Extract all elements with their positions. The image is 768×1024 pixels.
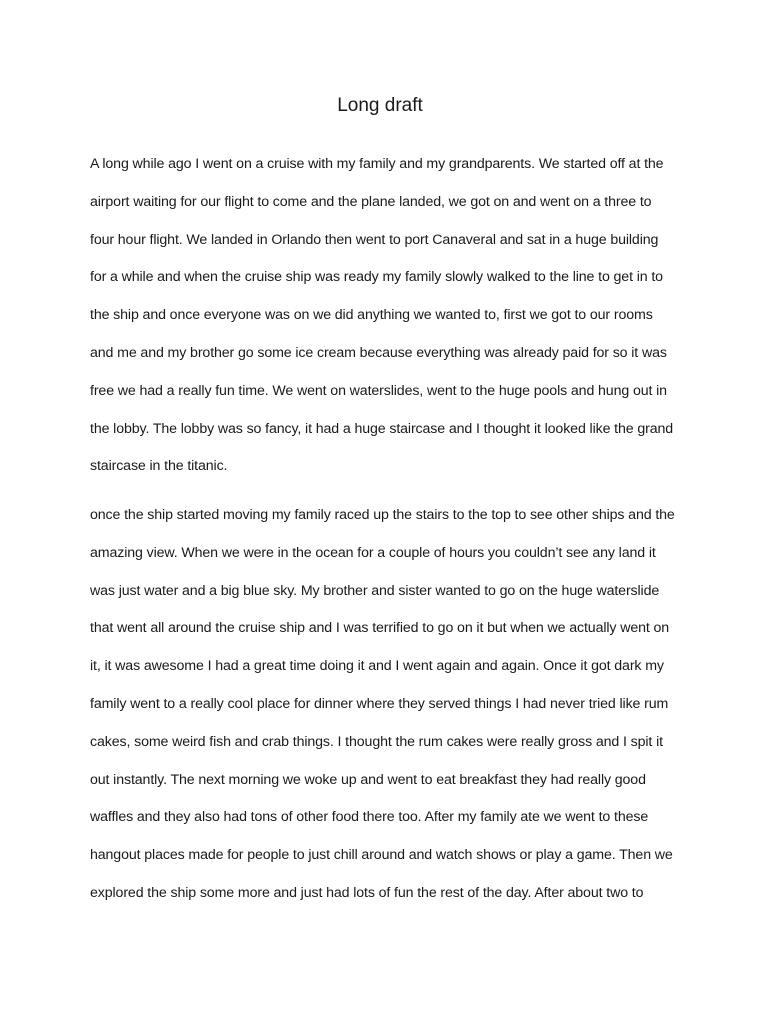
paragraph-line: staircase in the titanic.: [90, 458, 228, 475]
paragraph-1: [90, 154, 690, 494]
paragraph-line: that went all around the cruise ship and I was terrified to go on it but when we actually went on: [90, 620, 670, 637]
paragraph-line: out instantly. The next morning we woke up and went to eat breakfast they had really good: [90, 771, 646, 788]
paragraph-line: once the ship started moving my family raced up the stairs to the top to see other ships and the: [90, 507, 675, 523]
paragraph-line: explored the ship some more and just had lots of fun the rest of the day. After about two to: [90, 884, 644, 901]
paragraph-line: amazing view. When we were in the ocean for a couple of hours you couldn’t see any land it: [90, 544, 656, 561]
paragraph-line: airport waiting for our flight to come and the plane landed, we got on and went on a three to: [90, 193, 652, 210]
document-title: Long draft: [337, 95, 423, 116]
paragraph-line: A long while ago I went on a cruise with my family and my grandparents. We started off at the: [90, 156, 664, 172]
paragraph-line: and me and my brother go some ice cream because everything was already paid for so it was: [90, 344, 667, 361]
paragraph-line: free we had a really fun time. We went on waterslides, went to the huge pools and hung out in: [90, 382, 667, 399]
paragraph-line: the lobby. The lobby was so fancy, it had a huge staircase and I thought it looked like the grand: [90, 420, 674, 437]
paragraph-line: family went to a really cool place for dinner where they served things I had never tried like rum: [90, 695, 669, 712]
paragraph-2: [90, 505, 690, 921]
paragraph-line: waffles and they also had tons of other food there too. After my family ate we went to these: [90, 809, 649, 826]
paragraph-line: was just water and a big blue sky. My brother and sister wanted to go on the huge waterslide: [90, 582, 660, 599]
paragraph-line: the ship and once everyone was on we did anything we wanted to, first we got to our rooms: [90, 307, 653, 324]
paragraph-line: hangout places made for people to just chill around and watch shows or play a game. Then we: [90, 847, 673, 864]
paragraph-line: four hour flight. We landed in Orlando then went to port Canaveral and sat in a huge building: [90, 231, 659, 248]
paragraph-line: it, it was awesome I had a great time doing it and I went again and again. Once it got dark my: [90, 658, 664, 675]
paragraph-line: for a while and when the cruise ship was ready my family slowly walked to the line to get in to: [90, 269, 663, 286]
paragraph-line: cakes, some weird fish and crab things. I thought the rum cakes were really gross and I spit it: [90, 733, 663, 750]
